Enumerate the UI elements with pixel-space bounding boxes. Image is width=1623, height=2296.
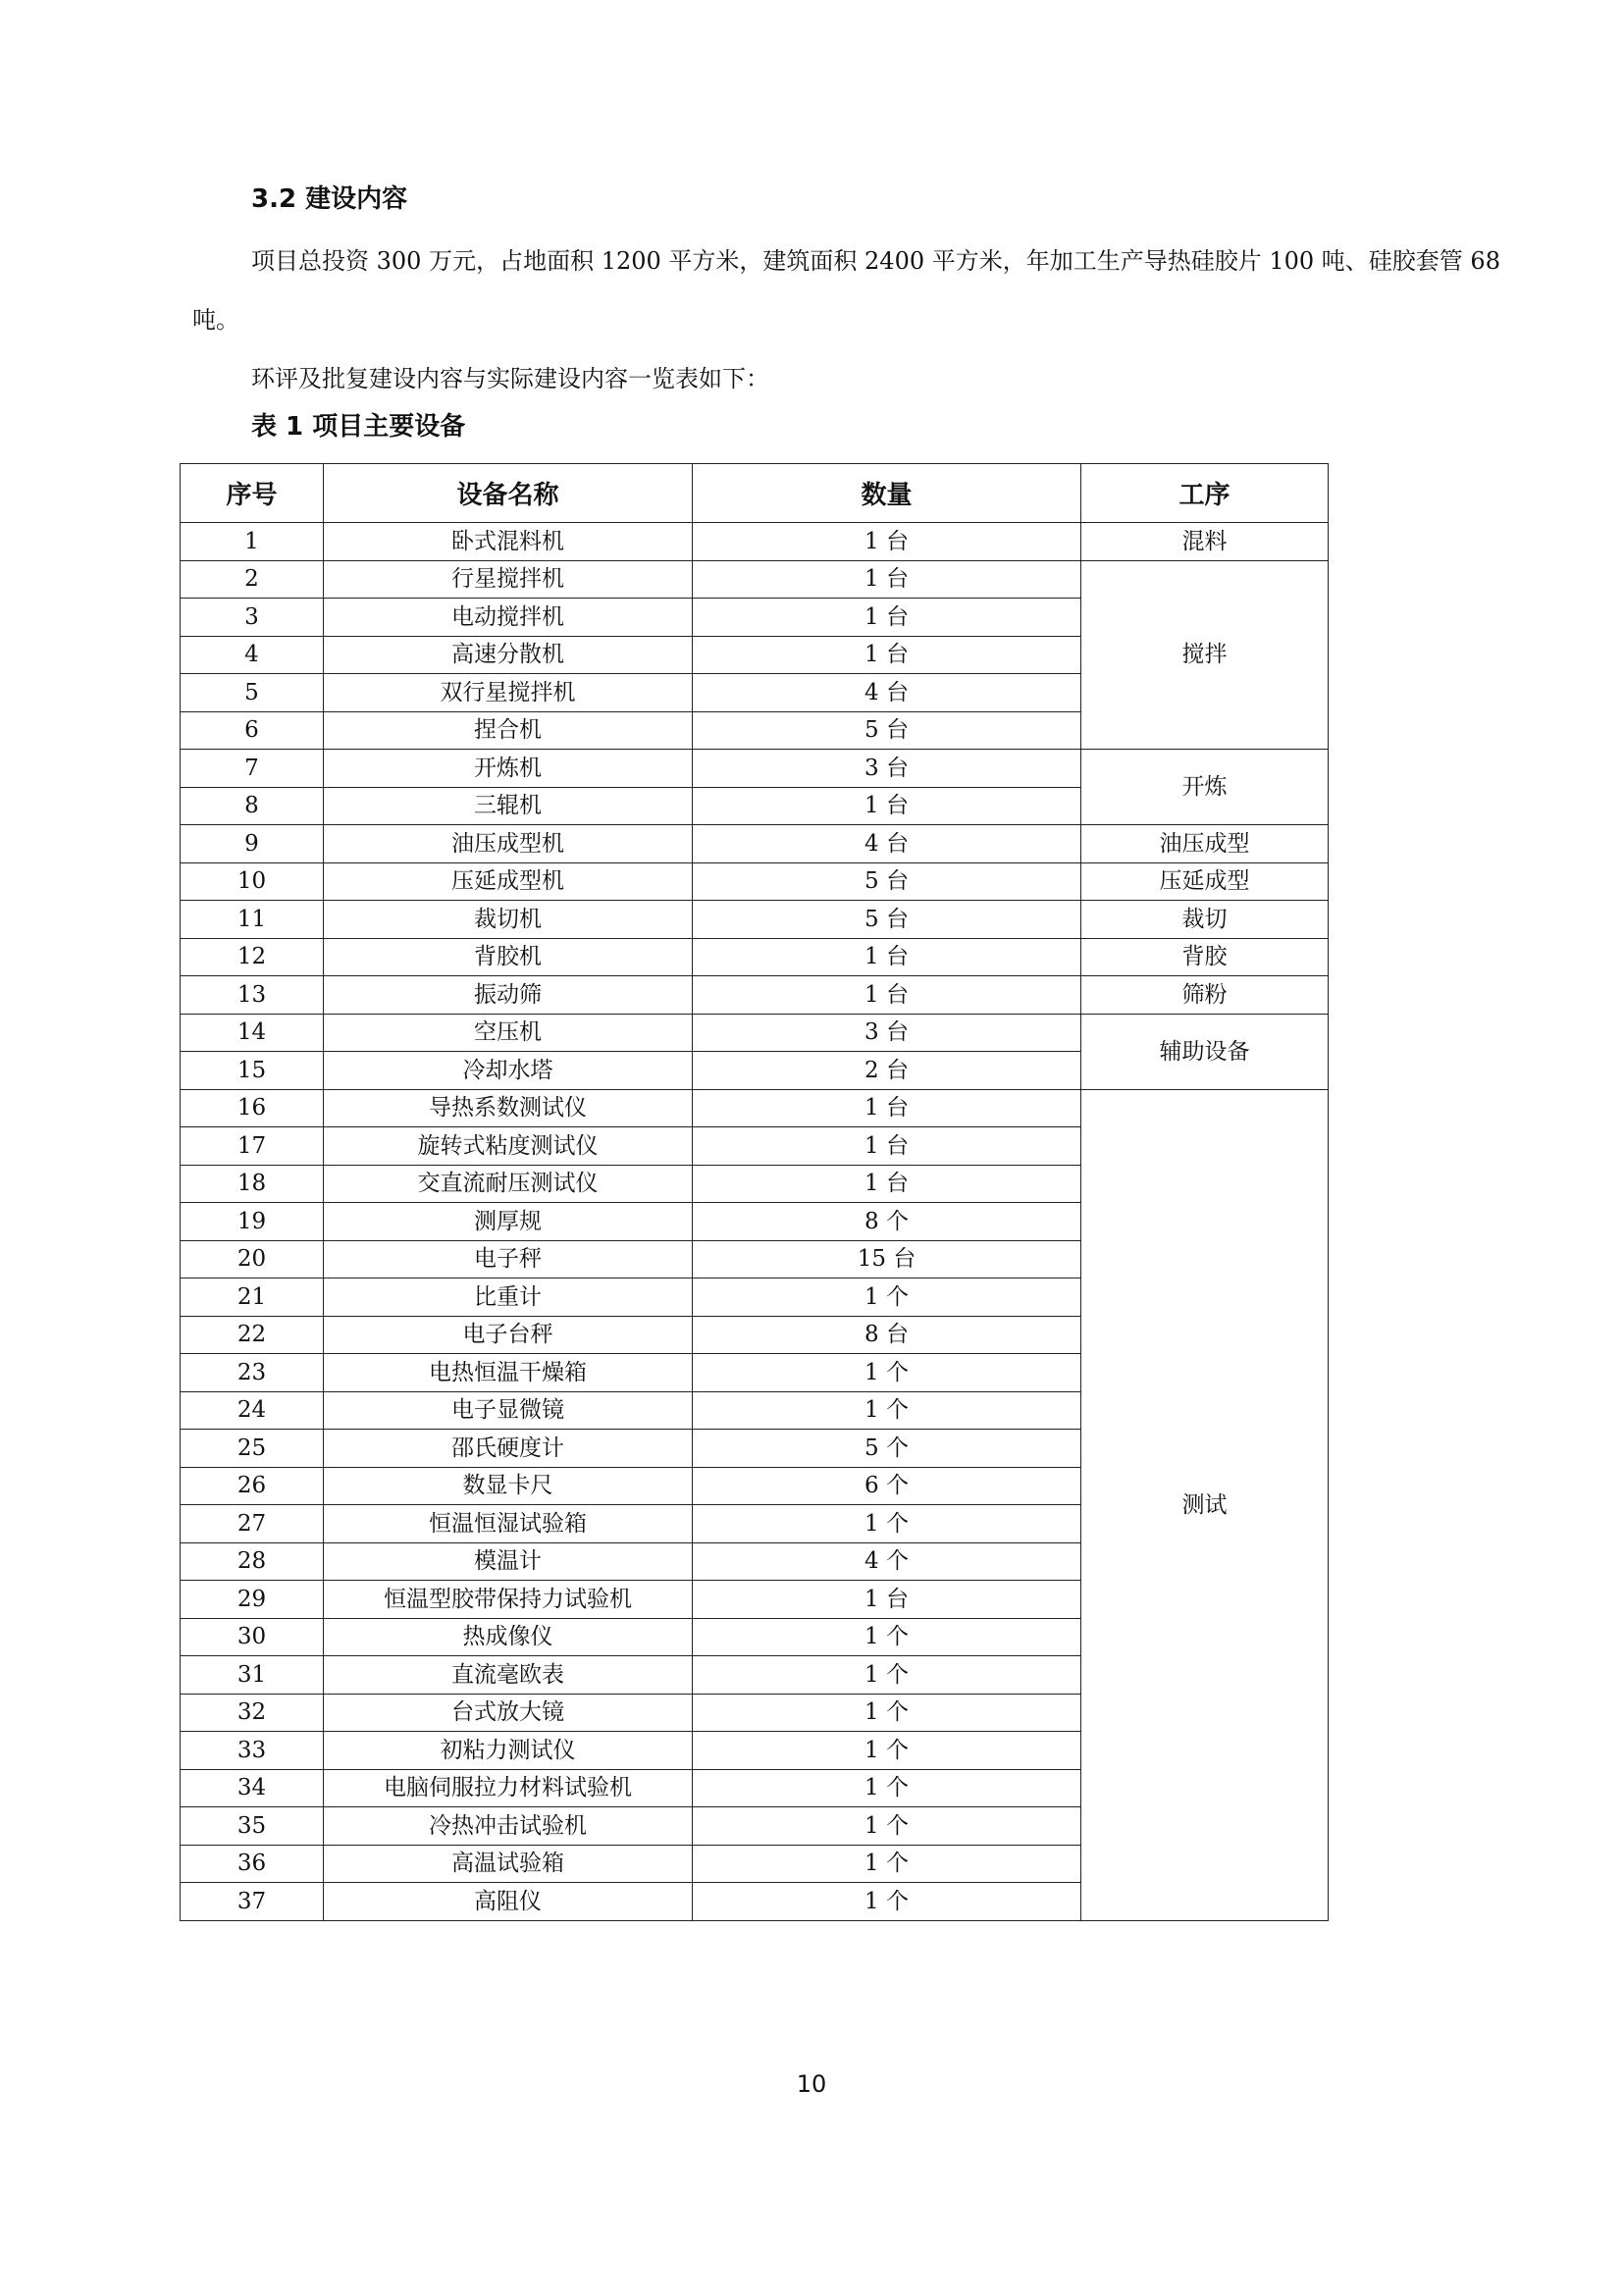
table-row bbox=[181, 901, 1329, 939]
cell-quantity: 1 个 bbox=[693, 1769, 1081, 1807]
cell-quantity: 1 个 bbox=[693, 1694, 1081, 1732]
cell-process: 混料 bbox=[1081, 523, 1329, 561]
cell-equipment-name: 电动搅拌机 bbox=[324, 599, 693, 637]
cell-serial-number: 18 bbox=[181, 1165, 324, 1203]
table-row bbox=[181, 750, 1329, 788]
cell-equipment-name: 三辊机 bbox=[324, 787, 693, 825]
cell-equipment-name: 电子秤 bbox=[324, 1240, 693, 1278]
cell-equipment-name: 裁切机 bbox=[324, 901, 693, 939]
cell-equipment-name: 双行星搅拌机 bbox=[324, 674, 693, 712]
cell-serial-number: 31 bbox=[181, 1656, 324, 1695]
cell-quantity: 8 台 bbox=[693, 1316, 1081, 1354]
cell-serial-number: 11 bbox=[181, 901, 324, 939]
cell-quantity: 1 个 bbox=[693, 1656, 1081, 1695]
cell-process: 开炼 bbox=[1081, 750, 1329, 825]
cell-serial-number: 26 bbox=[181, 1467, 324, 1505]
cell-serial-number: 13 bbox=[181, 976, 324, 1015]
table-body bbox=[181, 523, 1329, 1921]
cell-quantity: 4 台 bbox=[693, 674, 1081, 712]
cell-process: 背胶 bbox=[1081, 938, 1329, 976]
cell-equipment-name: 邵氏硬度计 bbox=[324, 1430, 693, 1468]
cell-quantity: 3 台 bbox=[693, 1014, 1081, 1052]
table-row bbox=[181, 523, 1329, 561]
cell-quantity: 1 个 bbox=[693, 1807, 1081, 1846]
cell-equipment-name: 电子显微镜 bbox=[324, 1391, 693, 1430]
cell-quantity: 1 个 bbox=[693, 1391, 1081, 1430]
cell-serial-number: 35 bbox=[181, 1807, 324, 1846]
cell-serial-number: 33 bbox=[181, 1732, 324, 1770]
cell-equipment-name: 冷热冲击试验机 bbox=[324, 1807, 693, 1846]
cell-equipment-name: 初粘力测试仪 bbox=[324, 1732, 693, 1770]
cell-process: 测试 bbox=[1081, 1089, 1329, 1920]
cell-quantity: 6 个 bbox=[693, 1467, 1081, 1505]
paragraph-investment: 项目总投资 300 万元，占地面积 1200 平方米，建筑面积 2400 平方米，年加工生产导热硅胶片 100 吨、硅胶套管 68 吨。 bbox=[192, 247, 1500, 334]
cell-equipment-name: 高阻仪 bbox=[324, 1883, 693, 1921]
cell-serial-number: 12 bbox=[181, 938, 324, 976]
table-row bbox=[181, 825, 1329, 863]
cell-quantity: 1 台 bbox=[693, 560, 1081, 599]
header-serial-number: 序号 bbox=[181, 464, 324, 523]
table-row bbox=[181, 1089, 1329, 1127]
cell-quantity: 1 台 bbox=[693, 1165, 1081, 1203]
table-row bbox=[181, 938, 1329, 976]
cell-quantity: 5 台 bbox=[693, 711, 1081, 750]
cell-serial-number: 21 bbox=[181, 1278, 324, 1317]
cell-serial-number: 15 bbox=[181, 1052, 324, 1090]
cell-equipment-name: 模温计 bbox=[324, 1542, 693, 1581]
cell-equipment-name: 恒温型胶带保持力试验机 bbox=[324, 1581, 693, 1619]
cell-quantity: 1 台 bbox=[693, 636, 1081, 674]
cell-equipment-name: 卧式混料机 bbox=[324, 523, 693, 561]
cell-equipment-name: 空压机 bbox=[324, 1014, 693, 1052]
cell-quantity: 1 个 bbox=[693, 1883, 1081, 1921]
cell-quantity: 5 台 bbox=[693, 862, 1081, 901]
cell-equipment-name: 电脑伺服拉力材料试验机 bbox=[324, 1769, 693, 1807]
cell-serial-number: 32 bbox=[181, 1694, 324, 1732]
cell-equipment-name: 旋转式粘度测试仪 bbox=[324, 1127, 693, 1166]
cell-process: 筛粉 bbox=[1081, 976, 1329, 1015]
cell-serial-number: 9 bbox=[181, 825, 324, 863]
cell-equipment-name: 台式放大镜 bbox=[324, 1694, 693, 1732]
cell-quantity: 1 台 bbox=[693, 938, 1081, 976]
cell-serial-number: 20 bbox=[181, 1240, 324, 1278]
cell-quantity: 1 个 bbox=[693, 1505, 1081, 1543]
cell-serial-number: 2 bbox=[181, 560, 324, 599]
cell-quantity: 1 个 bbox=[693, 1845, 1081, 1883]
cell-equipment-name: 油压成型机 bbox=[324, 825, 693, 863]
cell-equipment-name: 热成像仪 bbox=[324, 1618, 693, 1656]
cell-serial-number: 19 bbox=[181, 1203, 324, 1241]
table-header-row bbox=[181, 464, 1329, 523]
cell-serial-number: 23 bbox=[181, 1354, 324, 1392]
cell-quantity: 1 台 bbox=[693, 1127, 1081, 1166]
cell-serial-number: 6 bbox=[181, 711, 324, 750]
cell-equipment-name: 直流毫欧表 bbox=[324, 1656, 693, 1695]
cell-quantity: 1 台 bbox=[693, 599, 1081, 637]
cell-serial-number: 36 bbox=[181, 1845, 324, 1883]
cell-equipment-name: 电热恒温干燥箱 bbox=[324, 1354, 693, 1392]
cell-equipment-name: 捏合机 bbox=[324, 711, 693, 750]
cell-equipment-name: 行星搅拌机 bbox=[324, 560, 693, 599]
cell-process: 裁切 bbox=[1081, 901, 1329, 939]
cell-quantity: 5 台 bbox=[693, 901, 1081, 939]
cell-serial-number: 3 bbox=[181, 599, 324, 637]
equipment-table bbox=[180, 463, 1329, 1921]
header-quantity: 数量 bbox=[693, 464, 1081, 523]
cell-serial-number: 29 bbox=[181, 1581, 324, 1619]
header-process: 工序 bbox=[1081, 464, 1329, 523]
cell-equipment-name: 恒温恒湿试验箱 bbox=[324, 1505, 693, 1543]
cell-equipment-name: 比重计 bbox=[324, 1278, 693, 1317]
cell-quantity: 3 台 bbox=[693, 750, 1081, 788]
cell-serial-number: 30 bbox=[181, 1618, 324, 1656]
cell-serial-number: 7 bbox=[181, 750, 324, 788]
table-row bbox=[181, 560, 1329, 599]
cell-quantity: 1 台 bbox=[693, 787, 1081, 825]
cell-quantity: 1 个 bbox=[693, 1732, 1081, 1770]
cell-serial-number: 37 bbox=[181, 1883, 324, 1921]
table-row bbox=[181, 976, 1329, 1015]
cell-process: 搅拌 bbox=[1081, 560, 1329, 750]
cell-quantity: 1 个 bbox=[693, 1354, 1081, 1392]
cell-equipment-name: 电子台秤 bbox=[324, 1316, 693, 1354]
cell-equipment-name: 导热系数测试仪 bbox=[324, 1089, 693, 1127]
cell-quantity: 1 个 bbox=[693, 1278, 1081, 1317]
cell-equipment-name: 测厚规 bbox=[324, 1203, 693, 1241]
cell-quantity: 1 台 bbox=[693, 976, 1081, 1015]
cell-quantity: 4 台 bbox=[693, 825, 1081, 863]
cell-equipment-name: 交直流耐压测试仪 bbox=[324, 1165, 693, 1203]
cell-serial-number: 5 bbox=[181, 674, 324, 712]
cell-serial-number: 17 bbox=[181, 1127, 324, 1166]
cell-equipment-name: 数显卡尺 bbox=[324, 1467, 693, 1505]
cell-serial-number: 16 bbox=[181, 1089, 324, 1127]
paragraph-table-intro: 环评及批复建设内容与实际建设内容一览表如下： bbox=[251, 365, 769, 392]
cell-process: 油压成型 bbox=[1081, 825, 1329, 863]
cell-quantity: 1 台 bbox=[693, 523, 1081, 561]
cell-quantity: 1 台 bbox=[693, 1089, 1081, 1127]
table-row bbox=[181, 862, 1329, 901]
cell-serial-number: 28 bbox=[181, 1542, 324, 1581]
header-equipment-name: 设备名称 bbox=[324, 464, 693, 523]
cell-quantity: 1 个 bbox=[693, 1618, 1081, 1656]
cell-serial-number: 24 bbox=[181, 1391, 324, 1430]
cell-quantity: 8 个 bbox=[693, 1203, 1081, 1241]
cell-equipment-name: 开炼机 bbox=[324, 750, 693, 788]
cell-serial-number: 22 bbox=[181, 1316, 324, 1354]
cell-equipment-name: 振动筛 bbox=[324, 976, 693, 1015]
cell-quantity: 2 台 bbox=[693, 1052, 1081, 1090]
cell-serial-number: 14 bbox=[181, 1014, 324, 1052]
cell-equipment-name: 高速分散机 bbox=[324, 636, 693, 674]
cell-process: 压延成型 bbox=[1081, 862, 1329, 901]
cell-quantity: 4 个 bbox=[693, 1542, 1081, 1581]
cell-equipment-name: 高温试验箱 bbox=[324, 1845, 693, 1883]
cell-serial-number: 4 bbox=[181, 636, 324, 674]
cell-equipment-name: 冷却水塔 bbox=[324, 1052, 693, 1090]
cell-serial-number: 10 bbox=[181, 862, 324, 901]
cell-serial-number: 8 bbox=[181, 787, 324, 825]
cell-serial-number: 27 bbox=[181, 1505, 324, 1543]
table-row bbox=[181, 1014, 1329, 1052]
cell-serial-number: 1 bbox=[181, 523, 324, 561]
cell-quantity: 1 台 bbox=[693, 1581, 1081, 1619]
cell-equipment-name: 压延成型机 bbox=[324, 862, 693, 901]
page-number: 10 bbox=[796, 2070, 827, 2098]
cell-process: 辅助设备 bbox=[1081, 1014, 1329, 1089]
section-title: 3.2 建设内容 bbox=[251, 184, 408, 214]
cell-serial-number: 25 bbox=[181, 1430, 324, 1468]
cell-equipment-name: 背胶机 bbox=[324, 938, 693, 976]
table-caption: 表 1 项目主要设备 bbox=[251, 412, 466, 442]
cell-serial-number: 34 bbox=[181, 1769, 324, 1807]
cell-quantity: 5 个 bbox=[693, 1430, 1081, 1468]
cell-quantity: 15 台 bbox=[693, 1240, 1081, 1278]
